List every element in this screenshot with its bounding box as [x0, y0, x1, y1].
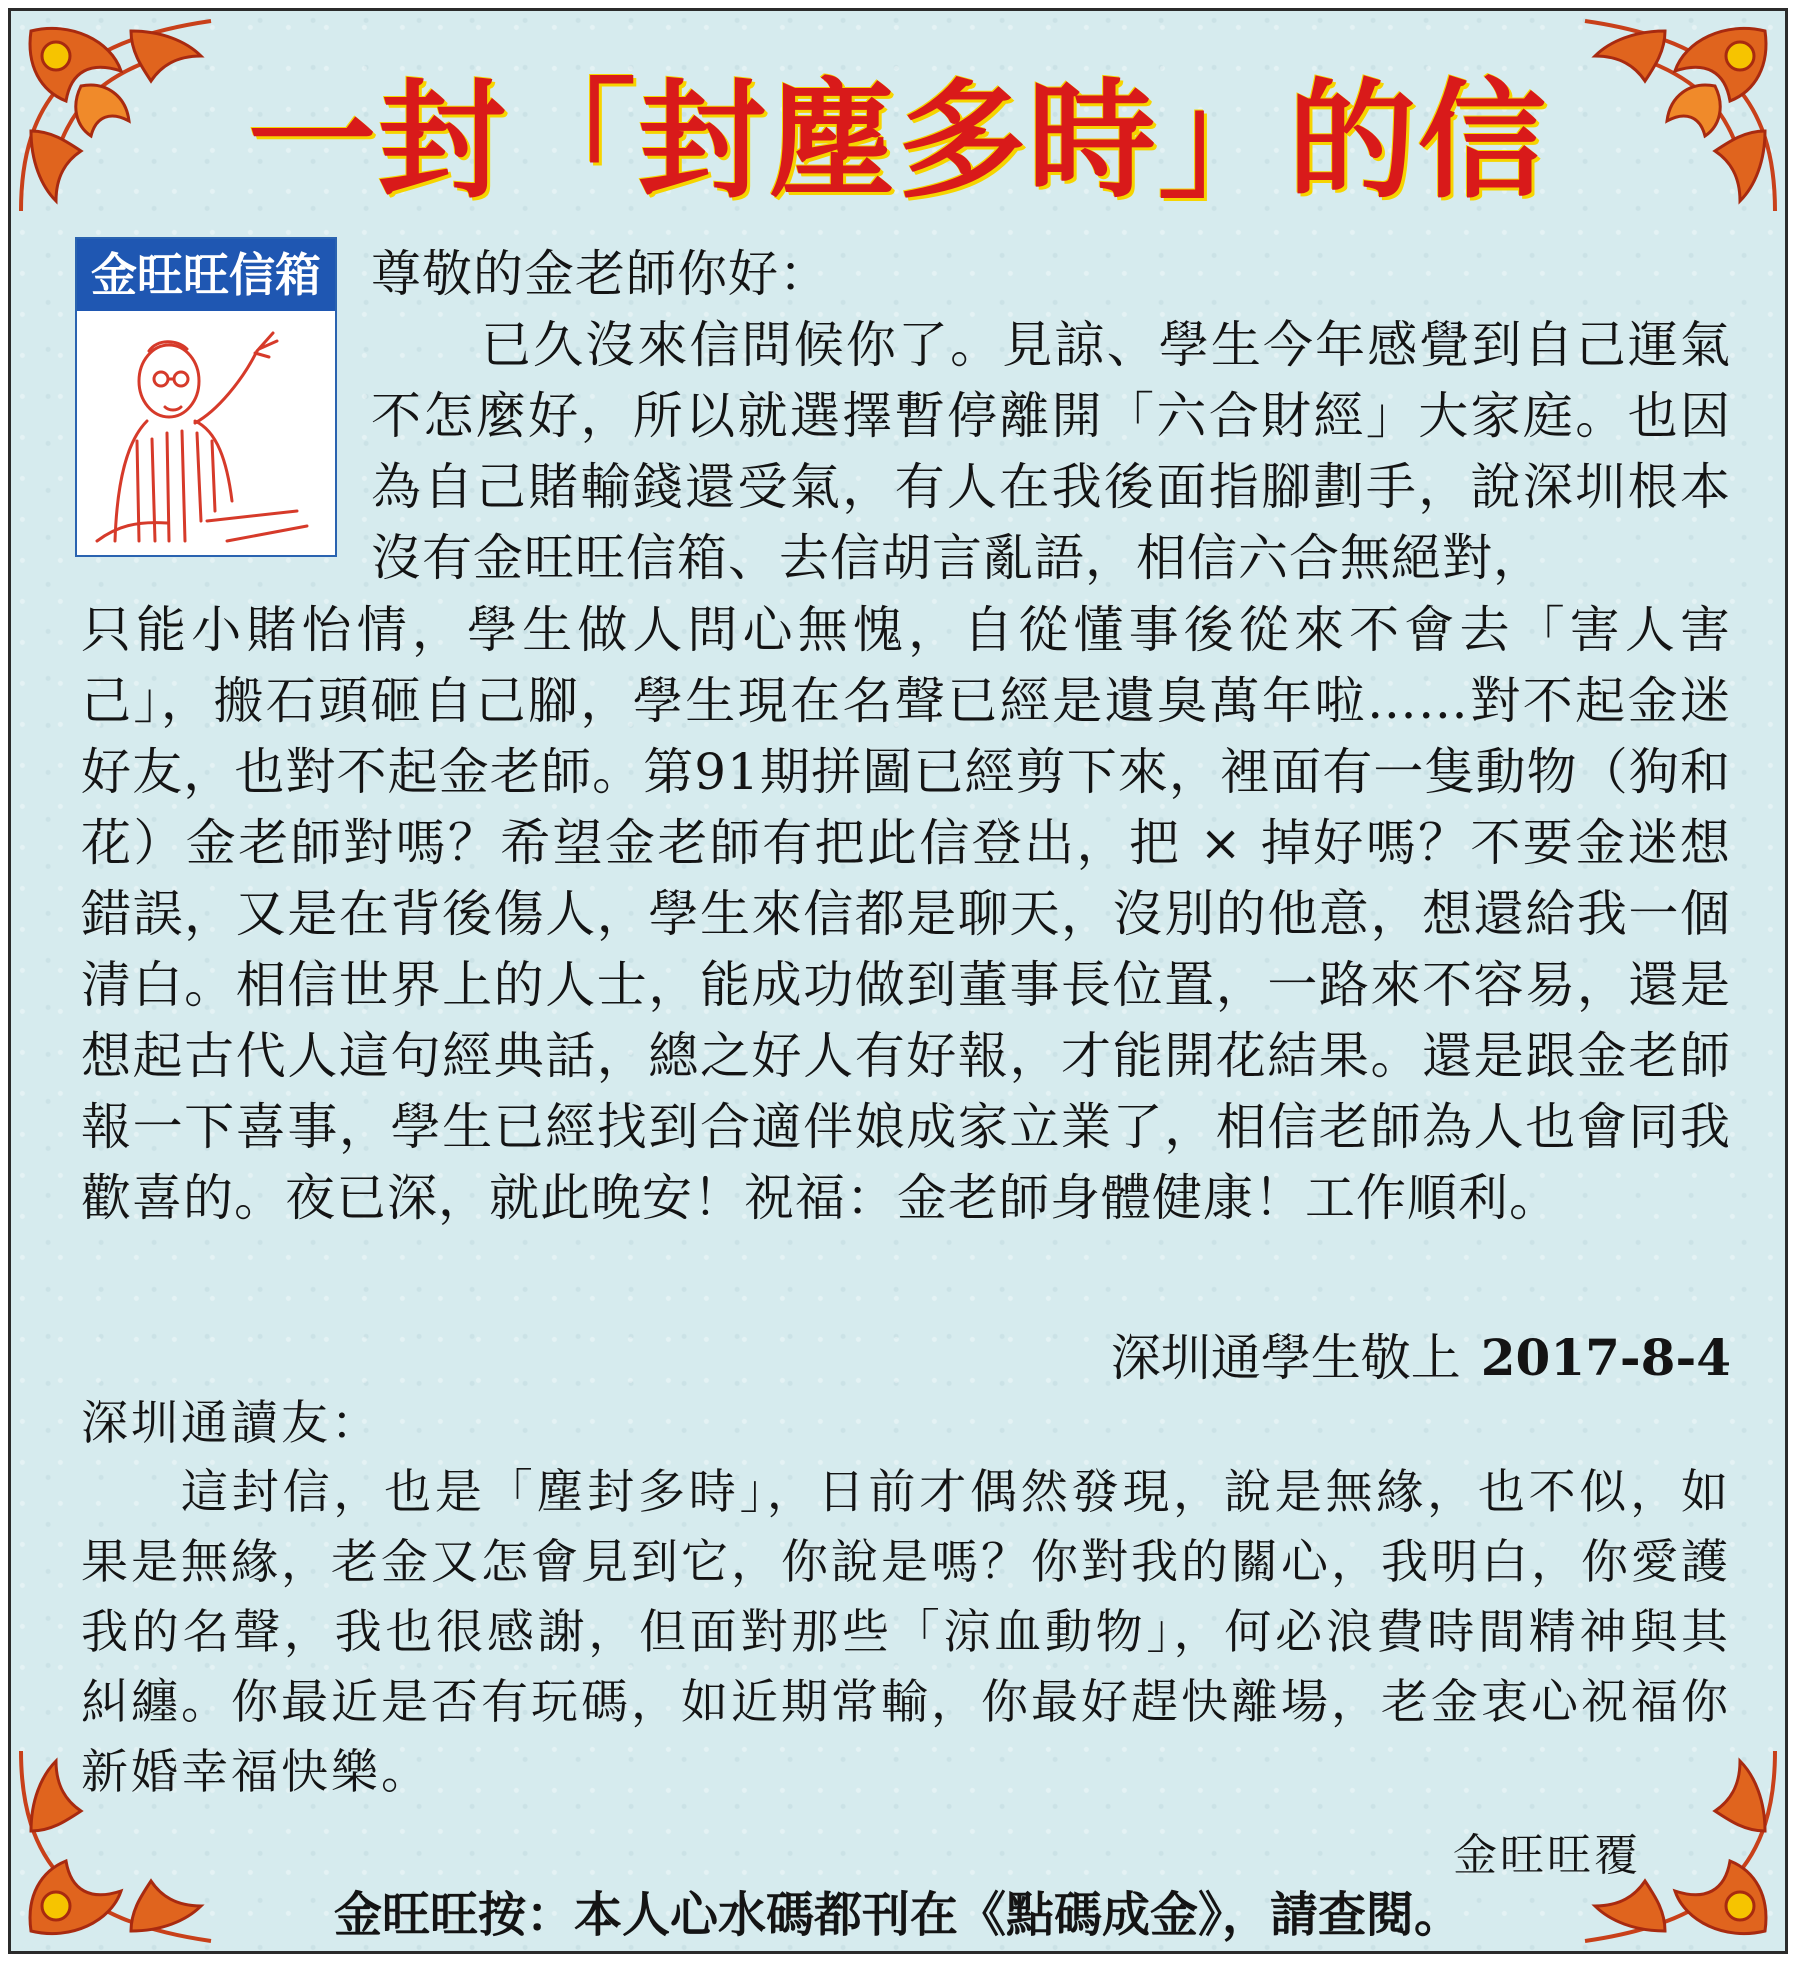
letter-salutation: 尊敬的金老師你好：: [371, 245, 830, 303]
mailbox-label: 金旺旺信箱: [77, 239, 335, 311]
letter-body-bottom: 只能小賭怡情，學生做人問心無愧，自從懂事後從來不會去「害人害己」，搬石頭砸自己腳，學生現在名聲已經是遺臭萬年啦……對不起金迷好友，也對不起金老師。第91期拼圖已經剪下來，裡面有一隻動物（狗和花）金老師對嗎？希望金老師有把此信登出，把 × 掉好嗎？不要金迷想錯誤，又是在背後傷人，學生來信都是聊天，沒別的他意，想還給我一個清白。相信世界上的人士，能成功做到董事長位置，一路來不容易，還是想起古代人這句經典話，總之好人有好報，才能開花結果。還是跟金老師報一下喜事，學生已經找到合適伴娘成家立業了，相信老師為人也會同我歡喜的。夜已深，就此晚安！祝福：金老師身體健康！工作順利。: [81, 601, 1731, 1227]
reply-salutation: 深圳通讀友：: [81, 1396, 381, 1451]
reply-signature: 金旺旺覆: [1453, 1830, 1641, 1881]
teacher-illustration-icon: [77, 311, 335, 555]
letter-body-top: 已久沒來信問候你了。見諒、學生今年感覺到自己運氣不怎麼好，所以就選擇暫停離開「六合財經」大家庭。也因為自己賭輸錢還受氣，有人在我後面指腳劃手，說深圳根本沒有金旺旺信箱、去信胡言亂語，相信六合無絕對，: [371, 316, 1731, 587]
letter-date: 2017-8-4: [1480, 1328, 1731, 1387]
reply-body: 這封信，也是「塵封多時」，日前才偶然發現，說是無緣，也不似，如果是無緣，老金又怎會見到它，你說是嗎？你對我的關心，我明白，你愛護我的名聲，我也很感謝，但面對那些「涼血動物」，何必浪費時間精神與其糾纏。你最近是否有玩碼，如近期常輸，你最好趕快離場，老金衷心祝福你新婚幸福快樂。: [81, 1465, 1731, 1800]
footer-note: 金旺旺按：本人心水碼都刊在《點碼成金》，請查閱。: [333, 1887, 1462, 1943]
page-title: 一封「封塵多時」的信: [247, 67, 1548, 216]
letter-signature: 深圳通學生敬上: [1110, 1329, 1461, 1387]
letter-signature-line: [81, 1322, 1731, 1394]
mailbox-badge: [75, 237, 337, 557]
newspaper-column: [8, 8, 1788, 1954]
